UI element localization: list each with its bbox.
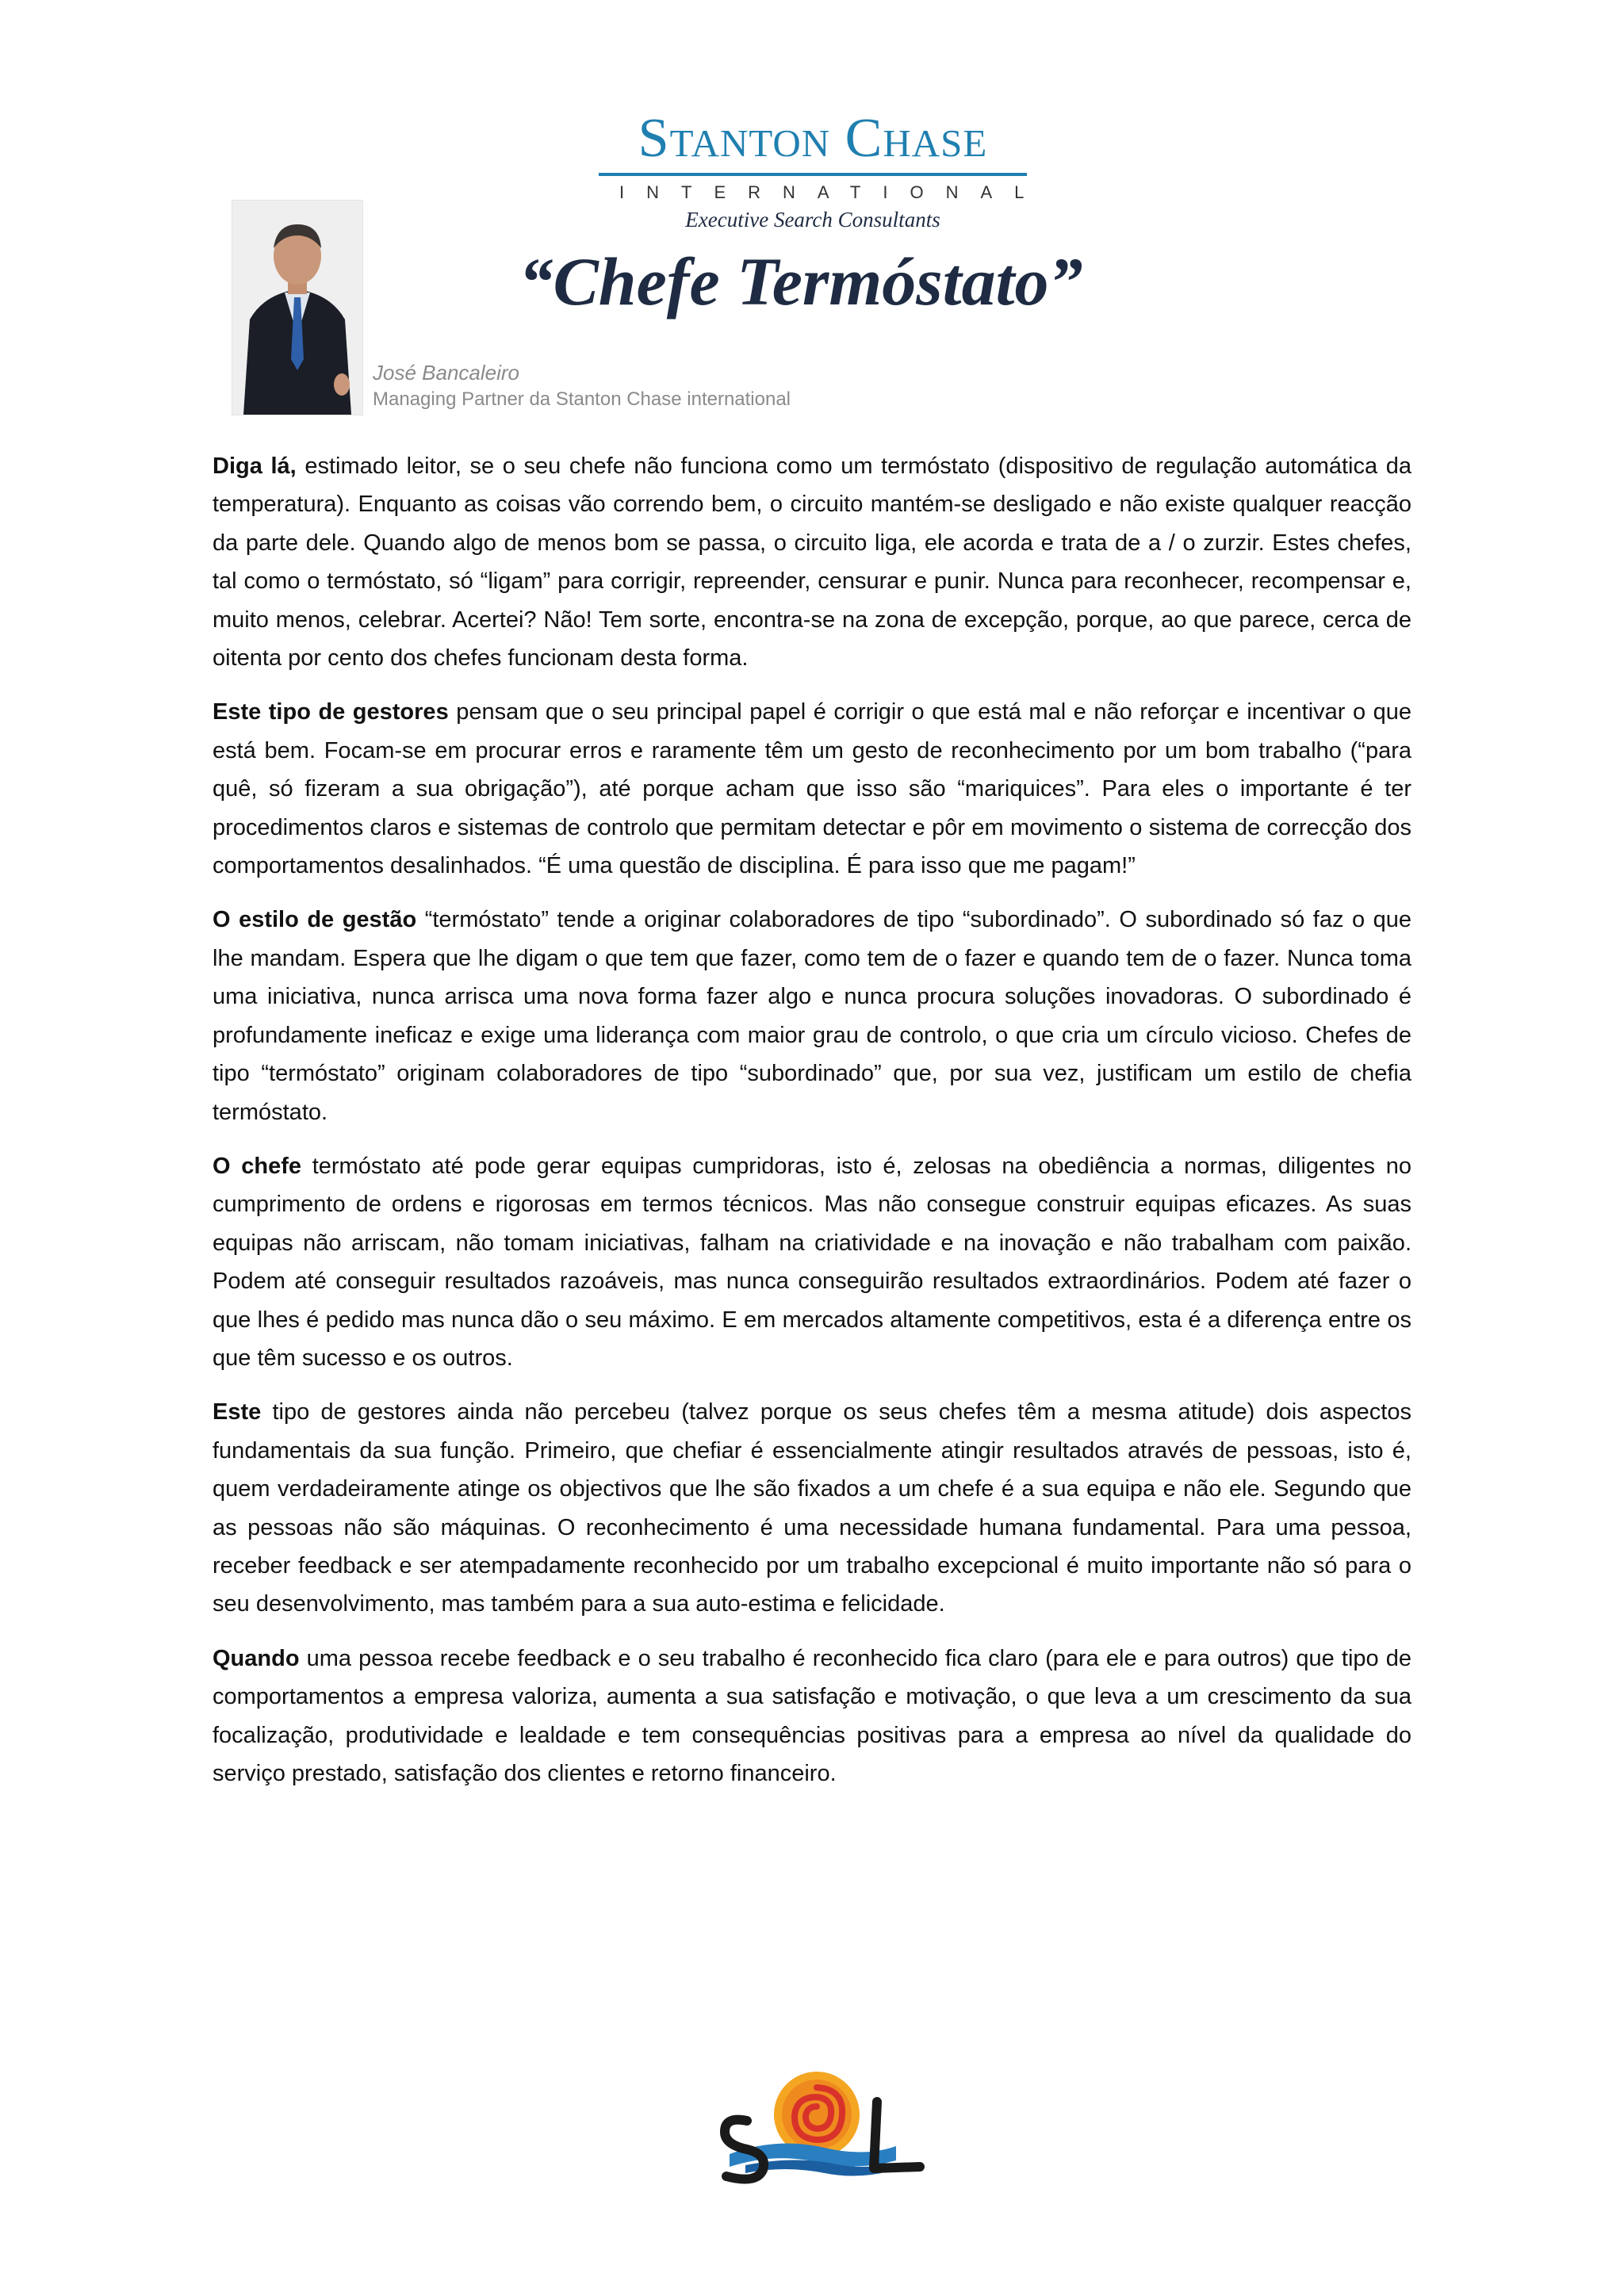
logo-main-text: Stanton Chase <box>638 108 988 169</box>
paragraph <box>213 1393 1411 1623</box>
paragraph-text: estimado leitor, se o seu chefe não funciona como um termóstato (dispositivo de regulação automática da temperatura). Enquanto as coisas vão correndo bem, o circuito mantém-se desligado e não existe qualquer reacção da parte dele. Quando algo de menos bom se passa, o circuito liga, ele acorda e trata de a / o zurzir. Estes chefes, tal como o termóstato, só “ligam” para corrigir, repreender, censurar e punir. Nunca para reconhecer, recompensar e, muito menos, celebrar. Acertei? Não! Tem sorte, encontra-se na zona de excepção, porque, ao que parece, cerca de oitenta por cento dos chefes funcionam desta forma. <box>213 453 1411 672</box>
paragraph <box>213 447 1411 677</box>
paragraph-lead: Diga lá, <box>213 453 297 479</box>
paragraph <box>213 1147 1411 1377</box>
logo-tagline: Executive Search Consultants <box>685 208 940 232</box>
sol-logo <box>698 2065 928 2192</box>
paragraph-text: tipo de gestores ainda não percebeu (talvez porque os seus chefes têm a mesma atitude) dois aspectos fundamentais da sua função. Primeiro, que chefiar é essencialmente atingir resultados através de pessoas, isto é, quem verdadeiramente atinge os objectivos que lhe são fixados a um chefe é a sua equipa e não ele. Segundo que as pessoas não são máquinas. O reconhecimento é uma necessidade humana fundamental. Para uma pessoa, receber feedback e ser atempadamente reconhecido por um trabalho excepcional é muito importante não só para o seu desenvolvimento, mas também para a sua auto-estima e felicidade. <box>213 1399 1411 1617</box>
paragraph-lead: O chefe <box>213 1153 302 1179</box>
sol-logo-icon <box>698 2065 928 2192</box>
logo-rule <box>599 173 1027 176</box>
paragraph-text: pensam que o seu principal papel é corrigir o que está mal e não reforçar e incentivar o que está bem. Focam-se em procurar erros e raramente têm um gesto de reconhecimento por um bom trabalho (“para quê, só fizeram a sua obrigação”), até porque acham que isso são “mariquices”. Para eles o importante é ter procedimentos claros e sistemas de controlo que permitam detectar e pôr em movimento o sistema de correcção dos comportamentos desalinhados. “É uma questão de disciplina. É para isso que me pagam!” <box>213 699 1411 879</box>
paragraph-text: “termóstato” tende a originar colaboradores de tipo “subordinado”. O subordinado só faz o que lhe mandam. Espera que lhe digam o que tem que fazer, como tem de o fazer e quando tem de o fazer. Nunca toma uma iniciativa, nunca arrisca uma nova forma fazer algo e nunca procura soluções inovadoras. O subordinado é profundamente ineficaz e exige uma liderança com maior grau de controlo, o que cria um círculo vicioso. Chefes de tipo “termóstato” originam colaboradores de tipo “subordinado” que, por sua vez, justificam um estilo de chefia termóstato. <box>213 907 1411 1125</box>
paragraph-lead: Quando <box>213 1645 300 1671</box>
paragraph <box>213 693 1411 885</box>
author-role: Managing Partner da Stanton Chase international <box>373 388 791 410</box>
paragraph-lead: Este <box>213 1399 262 1425</box>
logo-sub-text: INTERNATIONAL <box>619 182 1047 202</box>
paragraph-lead: Este tipo de gestores <box>213 699 449 725</box>
paragraph <box>213 1640 1411 1793</box>
author-name: José Bancaleiro <box>373 361 519 385</box>
paragraph-text: termóstato até pode gerar equipas cumpridoras, isto é, zelosas na obediência a normas, diligentes no cumprimento de ordens e rigorosas em termos técnicos. Mas não consegue construir equipas eficazes. As suas equipas não arriscam, não tomam iniciativas, falham na criatividade e na inovação e não trabalham com paixão. Podem até conseguir resultados razoáveis, mas nunca conseguirão resultados extraordinários. Podem até fazer o que lhes é pedido mas nunca dão o seu máximo. E em mercados altamente competitivos, esta é a diferença entre os que têm sucesso e os outros. <box>213 1153 1412 1371</box>
paragraph <box>213 901 1411 1131</box>
author-portrait-icon <box>232 201 362 415</box>
stanton-chase-logo <box>599 108 1047 203</box>
paragraph-lead: O estilo de gestão <box>213 907 417 933</box>
article-body <box>213 447 1411 1808</box>
article-title: “Chefe Termóstato” <box>519 243 1083 320</box>
paragraph-text: uma pessoa recebe feedback e o seu trabalho é reconhecido fica claro (para ele e para outros) que tipo de comportamentos a empresa valoriza, aumenta a sua satisfação e motivação, o que leva a um crescimento da sua focalização, produtividade e lealdade e tem consequências positivas para a empresa ao nível da qualidade do serviço prestado, satisfação dos clientes e retorno financeiro. <box>213 1645 1411 1786</box>
author-photo <box>232 200 363 415</box>
